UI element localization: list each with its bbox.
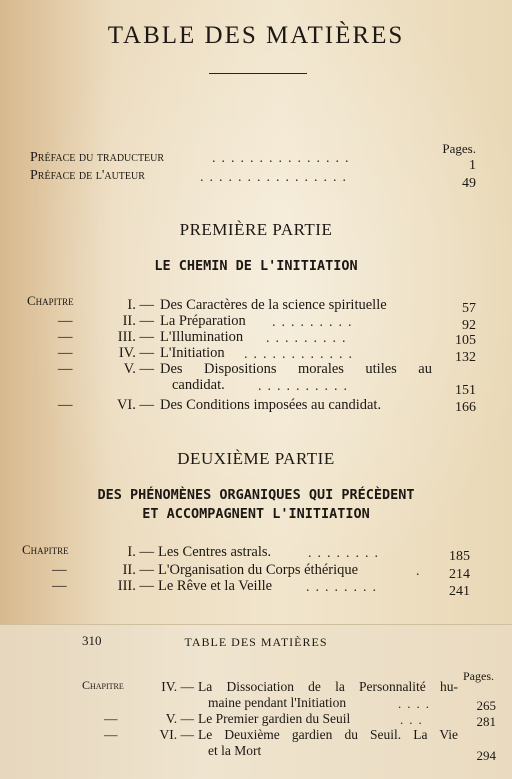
chapter-numeral: II. — xyxy=(122,562,154,578)
chapter-page: 241 xyxy=(449,584,470,599)
ditto-mark: — xyxy=(52,562,67,578)
chapter-page: 57 xyxy=(462,301,476,316)
toc-entry-page: 1 xyxy=(469,158,476,173)
ditto-mark: — xyxy=(58,329,73,345)
chapter-numeral: VI. — xyxy=(116,397,154,413)
chapter-page: 294 xyxy=(476,748,496,763)
title-rule xyxy=(209,73,307,74)
chapter-numeral: VI. — xyxy=(159,727,194,742)
chapter-label: Chapitre xyxy=(22,542,69,557)
pages-label: Pages. xyxy=(442,141,476,156)
chapter-numeral: I. — xyxy=(127,544,154,560)
chapter-page: 214 xyxy=(449,567,470,582)
dot-leader: ............ xyxy=(244,347,358,362)
toc-entry-page: 49 xyxy=(462,176,476,191)
part-subheading: ET ACCOMPAGNENT L'INITIATION xyxy=(142,506,370,522)
chapter-title: L'Organisation du Corps éthérique xyxy=(158,562,359,578)
chapter-numeral: I. — xyxy=(127,297,154,313)
dot-leader: ........ xyxy=(308,546,384,561)
chapter-numeral: III. — xyxy=(117,578,154,594)
chapter-title: Les Centres astrals. xyxy=(158,544,272,560)
dot-leader: ......... xyxy=(272,315,358,330)
chapter-title-continued: candidat. xyxy=(172,377,225,393)
dot-leader: .... xyxy=(398,696,435,711)
chapter-page: 166 xyxy=(455,400,476,415)
part-subheading: DES PHÉNOMÈNES ORGANIQUES QUI PRÉCÈDENT xyxy=(97,487,415,503)
chapter-title-continued: et la Mort xyxy=(208,743,262,758)
part-heading: PREMIÈRE PARTIE xyxy=(179,220,333,239)
chapter-title: Le Deuxième gardien du Seuil. La Vie xyxy=(198,727,458,742)
ditto-mark: — xyxy=(58,345,73,361)
chapter-numeral: IV. — xyxy=(118,345,154,361)
page-number: 310 xyxy=(82,633,102,648)
chapter-page: 185 xyxy=(449,549,470,564)
pages-label: Pages. xyxy=(463,669,494,683)
dot-leader: .......... xyxy=(258,379,353,394)
ditto-mark: — xyxy=(58,313,73,329)
chapter-title: L'Initiation xyxy=(160,345,225,361)
ditto-mark: — xyxy=(104,711,118,726)
part-heading: DEUXIÈME PARTIE xyxy=(177,449,335,468)
chapter-page: 265 xyxy=(476,698,496,713)
dot-leader: ... xyxy=(400,712,428,727)
dot-leader: ................ xyxy=(200,170,352,185)
dot-leader: ........ xyxy=(306,580,382,595)
chapter-title: Le Rêve et la Veille xyxy=(158,578,273,594)
chapter-title: La Préparation xyxy=(160,313,246,329)
ditto-mark: — xyxy=(58,397,73,413)
chapter-label: Chapitre xyxy=(82,678,124,692)
part-subheading: LE CHEMIN DE L'INITIATION xyxy=(154,258,358,274)
chapter-title: Des Conditions imposées au candidat. xyxy=(160,397,382,413)
chapter-numeral: V. — xyxy=(123,361,154,377)
chapter-numeral: III. — xyxy=(117,329,154,345)
dot-leader: ............... xyxy=(212,151,355,166)
chapter-title: L'Illumination xyxy=(160,329,244,345)
toc-entry-label: Préface du traducteur xyxy=(30,150,165,165)
chapter-numeral: IV. — xyxy=(161,679,194,694)
dot-leader: ......... xyxy=(266,331,352,346)
chapter-page: 105 xyxy=(455,333,476,348)
page-title: TABLE DES MATIÈRES xyxy=(107,22,405,49)
ditto-mark: — xyxy=(58,361,73,377)
chapter-page: 92 xyxy=(462,318,476,333)
chapter-title: Le Premier gardien du Seuil xyxy=(198,711,351,726)
chapter-title-continued: maine pendant l'Initiation xyxy=(208,695,347,710)
toc-entry-label: Préface de l'auteur xyxy=(30,168,145,183)
dot-leader: . xyxy=(416,564,426,579)
running-head: TABLE DES MATIÈRES xyxy=(184,635,328,649)
chapter-title: La Dissociation de la Personnalité hu- xyxy=(198,679,458,694)
chapter-page: 132 xyxy=(455,350,476,365)
ditto-mark: — xyxy=(104,727,118,742)
chapter-title: Des Dispositions morales utiles au xyxy=(160,361,432,377)
ditto-mark: — xyxy=(52,578,67,594)
chapter-numeral: V. — xyxy=(165,711,194,726)
chapter-label: Chapitre xyxy=(27,293,74,308)
book-page-bottom xyxy=(0,624,512,779)
chapter-page: 281 xyxy=(476,714,496,729)
chapter-numeral: II. — xyxy=(122,313,154,329)
chapter-title: Des Caractères de la science spirituelle xyxy=(160,297,387,313)
chapter-page: 151 xyxy=(455,383,476,398)
